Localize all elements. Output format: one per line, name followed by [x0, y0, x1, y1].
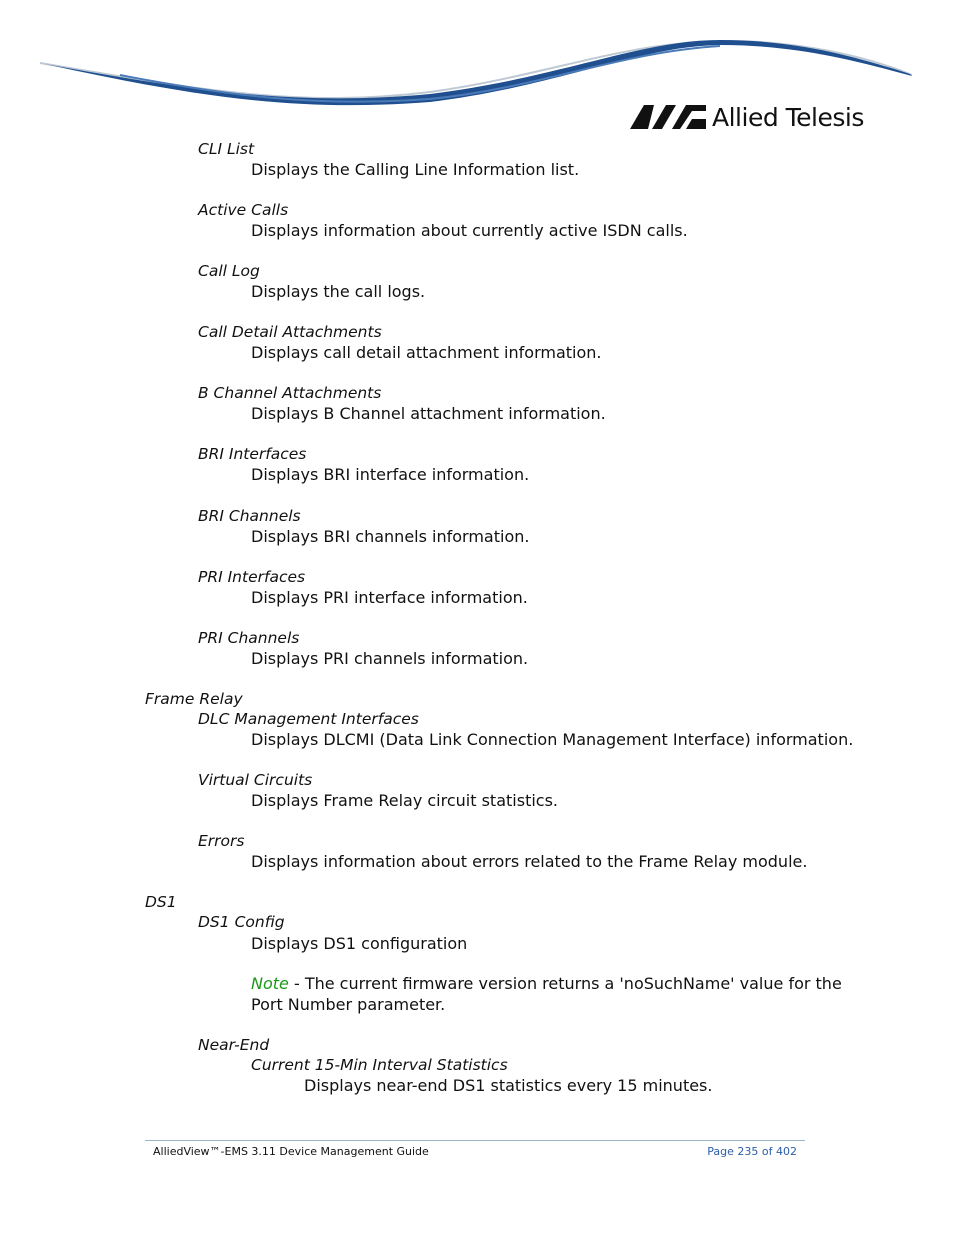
subitem-heading: Current 15-Min Interval Statistics [251, 1056, 508, 1074]
note-label: Note [251, 974, 289, 993]
brand-name: Allied Telesis [712, 102, 864, 132]
allied-telesis-logo [630, 100, 864, 134]
item-heading: Errors [198, 832, 245, 850]
footer-rule [145, 1140, 805, 1141]
item-heading: PRI Channels [198, 629, 300, 647]
note-paragraph [251, 974, 842, 993]
item-heading: BRI Channels [198, 507, 301, 525]
item-description: Displays call detail attachment information. [251, 343, 602, 362]
item-description: Displays information about errors related to the Frame Relay module. [251, 852, 808, 871]
item-description: Displays DS1 configuration [251, 934, 468, 953]
page-number: Page 235 of 402 [707, 1145, 797, 1158]
item-description: Displays PRI interface information. [251, 588, 528, 607]
item-description: Displays the call logs. [251, 282, 426, 301]
item-heading: Virtual Circuits [198, 771, 313, 789]
item-description: Displays information about currently active ISDN calls. [251, 221, 688, 240]
item-heading: PRI Interfaces [198, 568, 306, 586]
section-heading: DS1 [145, 893, 177, 911]
note-text: - The current firmware version returns a 'noSuchName' value for the [288, 974, 842, 993]
item-description: Displays B Channel attachment information. [251, 404, 606, 423]
item-heading: Active Calls [198, 201, 289, 219]
item-heading: CLI List [198, 140, 255, 158]
item-heading: Call Detail Attachments [198, 323, 382, 341]
item-heading: DS1 Config [198, 913, 285, 931]
item-heading: DLC Management Interfaces [198, 710, 419, 728]
item-description: Displays DLCMI (Data Link Connection Management Interface) information. [251, 730, 854, 749]
section-heading: Frame Relay [145, 690, 243, 708]
item-description: Displays BRI channels information. [251, 527, 530, 546]
item-description: Displays the Calling Line Information list. [251, 160, 580, 179]
item-description: Displays Frame Relay circuit statistics. [251, 791, 558, 810]
item-heading: B Channel Attachments [198, 384, 382, 402]
item-heading: Near-End [198, 1036, 270, 1054]
item-heading: BRI Interfaces [198, 445, 307, 463]
item-description: Port Number parameter. [251, 995, 446, 1014]
allied-telesis-logo-mark-icon [630, 105, 706, 129]
item-heading: Call Log [198, 262, 260, 280]
header-swoosh [0, 0, 954, 110]
item-description: Displays BRI interface information. [251, 465, 530, 484]
subitem-description: Displays near-end DS1 statistics every 15 minutes. [304, 1076, 713, 1095]
footer-title: AlliedView™-EMS 3.11 Device Management Guide [153, 1145, 429, 1158]
item-description: Displays PRI channels information. [251, 649, 529, 668]
